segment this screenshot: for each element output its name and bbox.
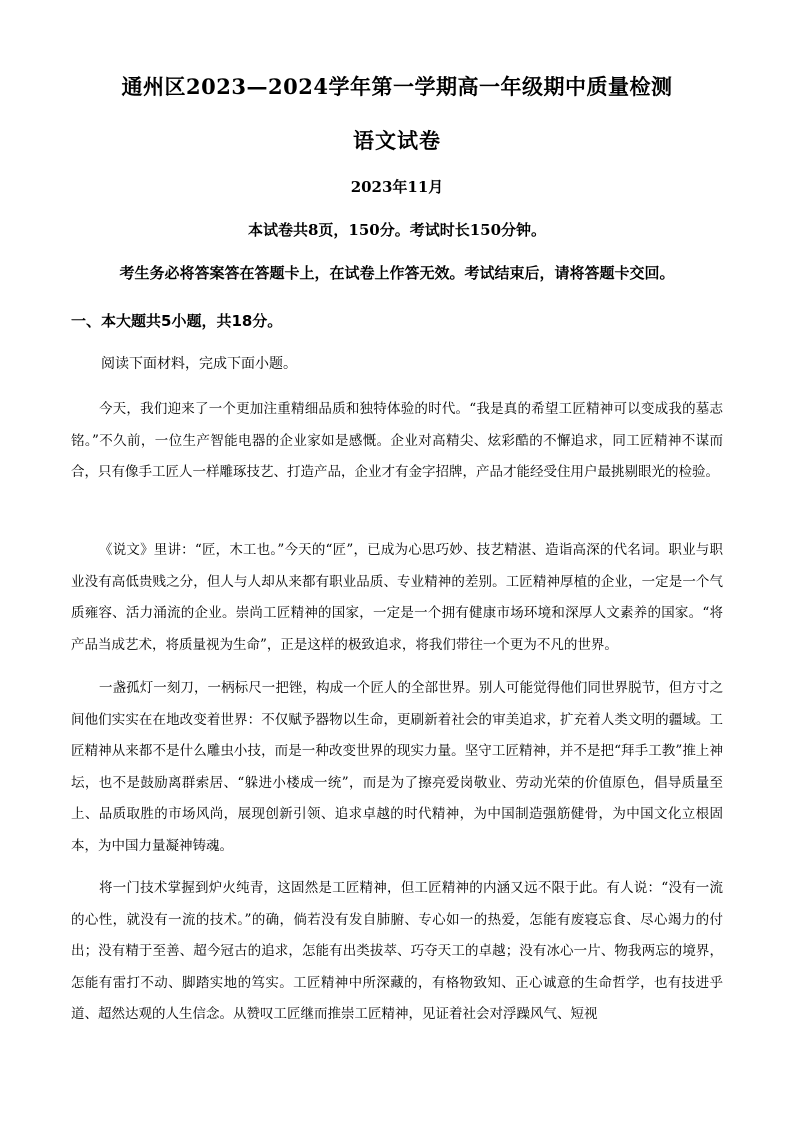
section-heading: 一、本大题共5小题，共18分。 — [71, 312, 283, 330]
exam-notice: 考生务必将答案答在答题卡上，在试卷上作答无效。考试结束后，请将答题卡交回。 — [119, 264, 675, 282]
exam-date: 2023年11月 — [350, 178, 444, 196]
passage-paragraph-2: 《说文》里讲：“匠，木工也。”今天的“匠”，已成为心思巧妙、技艺精湛、造诣高深的代名词。职业与职业没有高低贵贱之分，但人与人却从来都有职业品质、专业精神的差别。工匠精神厚植的企业，一定是一个气质雍容、活力涌流的企业。崇尚工匠精神的国家，一定是一个拥有健康市场环境和深厚人文素养的国家。“将产品当成艺术，将质量视为生命”，正是这样的极致追求，将我们带往一个更为不凡的世界。 — [71, 542, 723, 653]
subject-title: 语文试卷 — [353, 128, 441, 153]
passage-paragraph-3: 一盏孤灯一刻刀，一柄标尺一把锉，构成一个匠人的全部世界。别人可能觉得他们同世界脱节，但方寸之间他们实实在在地改变着世界：不仅赋予器物以生命，更刷新着社会的审美追求，扩充着人类文明的疆域。工匠精神从来都不是什么雕虫小技，而是一种改变世界的现实力量。坚守工匠精神，并不是把“拜手工教”推上神坛，也不是鼓励离群索居、“躲进小楼成一统”，而是为了擦亮爱岗敬业、劳动光荣的价值原色，倡导质量至上、品质取胜的市场风尚，展现创新引领、追求卓越的时代精神，为中国制造强筋健骨，为中国文化立根固本，为中国力量凝神铸魂。 — [71, 680, 723, 854]
exam-info: 本试卷共8页，150分。考试时长150分钟。 — [247, 221, 547, 239]
passage-paragraph-4: 将一门技术掌握到炉火纯青，这固然是工匠精神，但工匠精神的内涵又远不限于此。有人说：“没有一流的心性，就没有一流的技术。”的确，倘若没有发自肺腑、专心如一的热爱，怎能有废寝忘食、尽心竭力的付出；没有精于至善、超今冠古的追求，怎能有出类拔萃、巧夺天工的卓越；没有冰心一片、物我两忘的境界，怎能有雷打不动、脚踏实地的笃实。工匠精神中所深藏的，有格物致知、正心诚意的生命哲学，也有技进乎道、超然达观的人生信念。从赞叹工匠继而推崇工匠精神，见证着社会对浮躁风气、短视 — [71, 880, 723, 1022]
passage-paragraph-1: 今天，我们迎来了一个更加注重精细品质和独特体验的时代。“我是真的希望工匠精神可以变成我的墓志铭。”不久前，一位生产智能电器的企业家如是感慨。企业对高精尖、炫彩酷的不懈追求，同工匠精神不谋而合，只有像手工匠人一样雕琢技艺、打造产品，企业才有金字招牌，产品才能经受住用户最挑剔眼光的检验。 — [71, 401, 723, 480]
section-instruction: 阅读下面材料，完成下面小题。 — [101, 356, 297, 372]
exam-title: 通州区2023—2024学年第一学期高一年级期中质量检测 — [121, 74, 673, 99]
